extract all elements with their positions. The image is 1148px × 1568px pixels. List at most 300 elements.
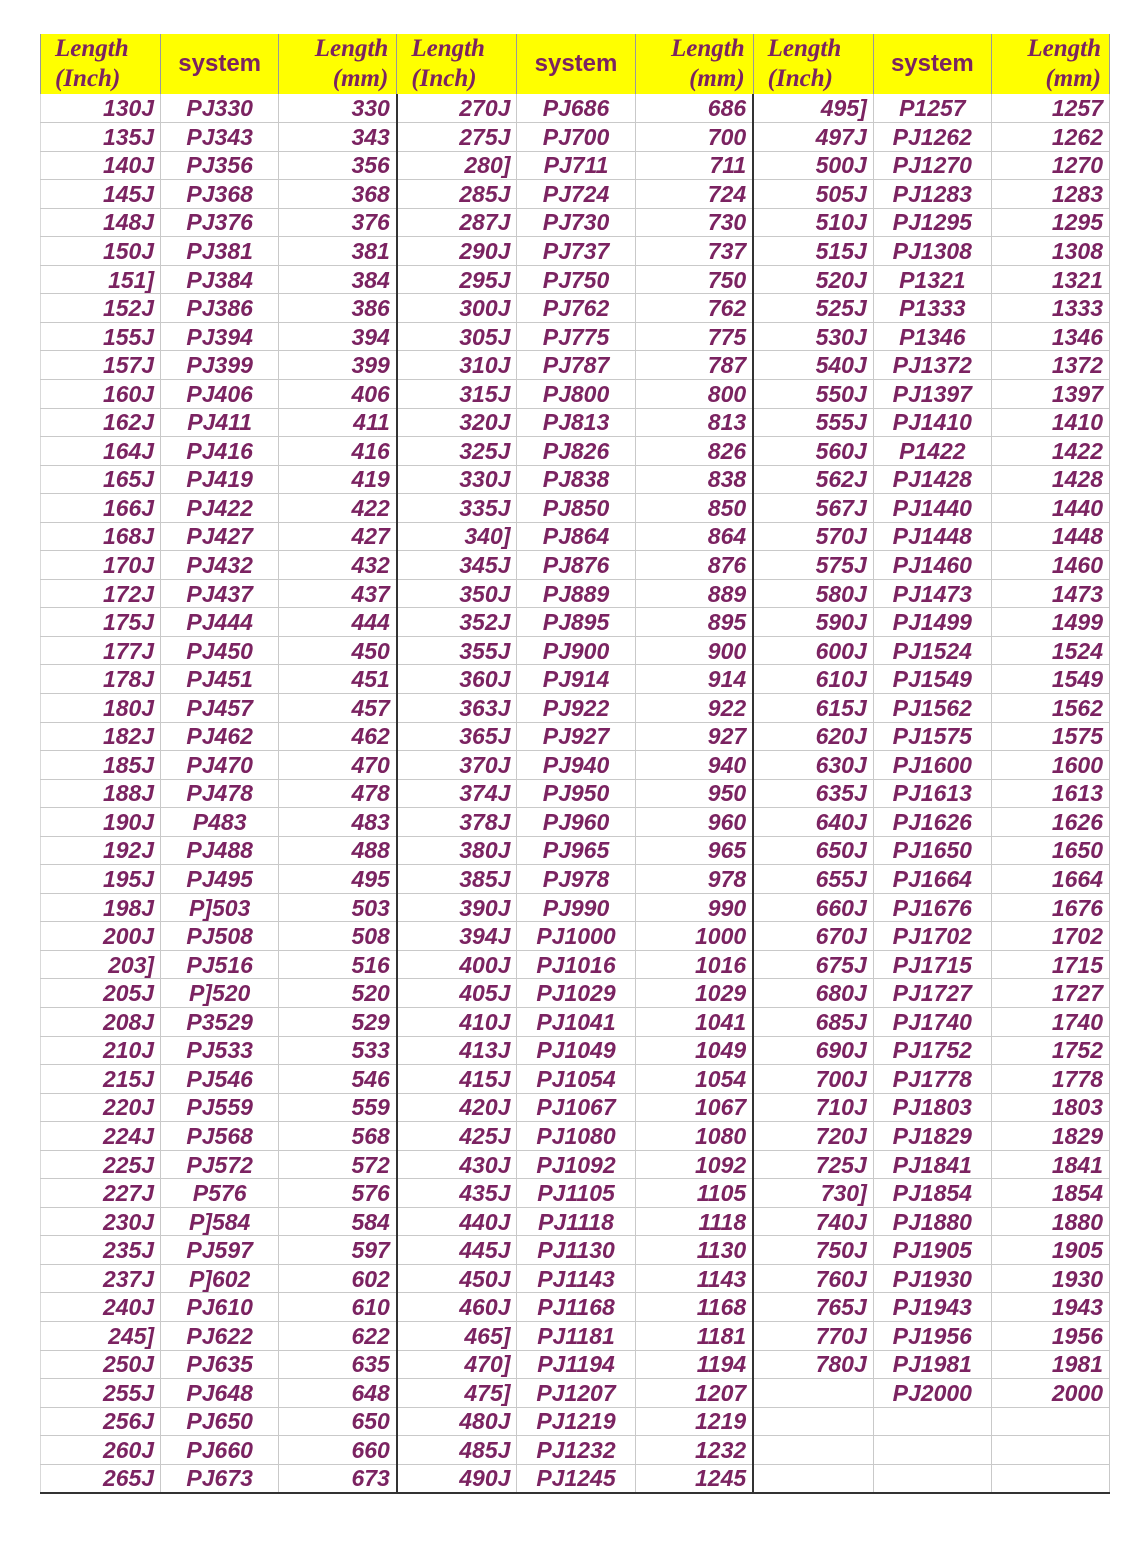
- length-inch-cell: 570J: [753, 522, 873, 551]
- system-cell: PJ597: [161, 1236, 279, 1265]
- length-mm-cell: 470: [279, 751, 397, 780]
- length-mm-cell: 422: [279, 494, 397, 523]
- length-inch-cell: 485J: [397, 1436, 517, 1465]
- system-cell: PJ610: [161, 1293, 279, 1322]
- system-cell: PJ800: [517, 379, 635, 408]
- length-inch-cell: 374J: [397, 779, 517, 808]
- length-inch-cell: 710J: [753, 1093, 873, 1122]
- system-cell: PJ648: [161, 1379, 279, 1408]
- length-mm-cell: 1029: [635, 979, 753, 1008]
- length-inch-cell: 240J: [41, 1293, 161, 1322]
- length-inch-cell: 615J: [753, 693, 873, 722]
- length-mm-cell: 520: [279, 979, 397, 1008]
- length-inch-cell: 255J: [41, 1379, 161, 1408]
- length-mm-cell: 1549: [991, 665, 1109, 694]
- system-cell: PJ1448: [873, 522, 991, 551]
- length-mm-cell: 368: [279, 180, 397, 209]
- length-inch-cell: 550J: [753, 379, 873, 408]
- table-row: [41, 237, 1110, 266]
- length-inch-cell: 640J: [753, 808, 873, 837]
- length-inch-cell: 540J: [753, 351, 873, 380]
- header-length-inch: Length (Inch): [397, 34, 517, 94]
- length-inch-cell: 345J: [397, 551, 517, 580]
- length-mm-cell: 1981: [991, 1350, 1109, 1379]
- table-row: [41, 522, 1110, 551]
- system-cell: PJ762: [517, 294, 635, 323]
- system-cell: PJ1105: [517, 1179, 635, 1208]
- length-mm-cell: 495: [279, 865, 397, 894]
- length-inch-cell: 720J: [753, 1122, 873, 1151]
- length-inch-cell: 172J: [41, 579, 161, 608]
- length-mm-cell: 568: [279, 1122, 397, 1151]
- length-mm-cell: 864: [635, 522, 753, 551]
- length-inch-cell: 190J: [41, 808, 161, 837]
- system-cell: PJ850: [517, 494, 635, 523]
- length-mm-cell: 1930: [991, 1264, 1109, 1293]
- length-mm-cell: 1105: [635, 1179, 753, 1208]
- system-cell: PJ978: [517, 865, 635, 894]
- system-cell: PJ330: [161, 94, 279, 123]
- system-cell: PJ673: [161, 1464, 279, 1493]
- system-cell: PJ399: [161, 351, 279, 380]
- length-mm-cell: 1232: [635, 1436, 753, 1465]
- system-cell: PJ1841: [873, 1150, 991, 1179]
- system-cell: PJ1245: [517, 1464, 635, 1493]
- header-length-mm: Length (mm): [279, 34, 397, 94]
- system-cell: PJ686: [517, 94, 635, 123]
- length-mm-cell: 610: [279, 1293, 397, 1322]
- length-inch-cell: 400J: [397, 950, 517, 979]
- length-inch-cell: 188J: [41, 779, 161, 808]
- length-mm-cell: 1422: [991, 437, 1109, 466]
- length-inch-cell: 385J: [397, 865, 517, 894]
- length-inch-cell: 740J: [753, 1207, 873, 1236]
- table-row: [41, 208, 1110, 237]
- system-cell: PJ1067: [517, 1093, 635, 1122]
- length-mm-cell: 927: [635, 722, 753, 751]
- length-mm-cell: 1308: [991, 237, 1109, 266]
- system-cell: PJ1803: [873, 1093, 991, 1122]
- length-mm-cell: 376: [279, 208, 397, 237]
- length-inch-cell: 650J: [753, 836, 873, 865]
- length-mm-cell: 602: [279, 1264, 397, 1293]
- table-row: [41, 294, 1110, 323]
- length-inch-cell: 320J: [397, 408, 517, 437]
- length-inch-cell: 495]: [753, 94, 873, 123]
- length-mm-cell: 1664: [991, 865, 1109, 894]
- system-cell: PJ488: [161, 836, 279, 865]
- length-mm-cell: 950: [635, 779, 753, 808]
- length-mm-cell: 384: [279, 265, 397, 294]
- table-row: [41, 608, 1110, 637]
- length-inch-cell: 285J: [397, 180, 517, 209]
- length-mm-cell: 1752: [991, 1036, 1109, 1065]
- length-inch-cell: 256J: [41, 1407, 161, 1436]
- length-inch-cell: 280]: [397, 151, 517, 180]
- length-inch-cell: 510J: [753, 208, 873, 237]
- length-mm-cell: 730: [635, 208, 753, 237]
- length-mm-cell: 411: [279, 408, 397, 437]
- system-cell: PJ1981: [873, 1350, 991, 1379]
- length-mm-cell: 1092: [635, 1150, 753, 1179]
- system-cell: PJ622: [161, 1322, 279, 1351]
- table-row: [41, 808, 1110, 837]
- table-row: [41, 693, 1110, 722]
- table-row: [41, 865, 1110, 894]
- system-cell: PJ1194: [517, 1350, 635, 1379]
- length-inch-cell: 420J: [397, 1093, 517, 1122]
- length-inch-cell: [753, 1436, 873, 1465]
- length-inch-cell: 378J: [397, 808, 517, 837]
- length-inch-cell: 363J: [397, 693, 517, 722]
- system-cell: PJ356: [161, 151, 279, 180]
- length-inch-cell: 350J: [397, 579, 517, 608]
- system-cell: PJ1854: [873, 1179, 991, 1208]
- length-inch-cell: 413J: [397, 1036, 517, 1065]
- length-inch-cell: 215J: [41, 1065, 161, 1094]
- system-cell: PJ895: [517, 608, 635, 637]
- system-cell: PJ2000: [873, 1379, 991, 1408]
- length-mm-cell: 838: [635, 465, 753, 494]
- length-mm-cell: 1054: [635, 1065, 753, 1094]
- system-cell: PJ927: [517, 722, 635, 751]
- system-cell: PJ381: [161, 237, 279, 266]
- length-mm-cell: 450: [279, 636, 397, 665]
- table-row: [41, 379, 1110, 408]
- system-cell: PJ1080: [517, 1122, 635, 1151]
- length-mm-cell: 427: [279, 522, 397, 551]
- table-row: [41, 551, 1110, 580]
- length-inch-cell: 465]: [397, 1322, 517, 1351]
- table-row: [41, 1179, 1110, 1208]
- header-length-inch: Length (Inch): [753, 34, 873, 94]
- system-cell: PJ1943: [873, 1293, 991, 1322]
- length-mm-cell: 940: [635, 751, 753, 780]
- length-mm-cell: 1181: [635, 1322, 753, 1351]
- system-cell: PJ1829: [873, 1122, 991, 1151]
- length-inch-cell: 750J: [753, 1236, 873, 1265]
- system-cell: PJ1118: [517, 1207, 635, 1236]
- system-cell: PJ1930: [873, 1264, 991, 1293]
- length-mm-cell: 965: [635, 836, 753, 865]
- length-inch-cell: 210J: [41, 1036, 161, 1065]
- length-mm-cell: 1168: [635, 1293, 753, 1322]
- length-mm-cell: 673: [279, 1464, 397, 1493]
- length-inch-cell: 365J: [397, 722, 517, 751]
- length-mm-cell: [991, 1464, 1109, 1493]
- length-mm-cell: 876: [635, 551, 753, 580]
- system-cell: PJ826: [517, 437, 635, 466]
- length-mm-cell: 826: [635, 437, 753, 466]
- length-inch-cell: 185J: [41, 751, 161, 780]
- system-cell: PJ559: [161, 1093, 279, 1122]
- system-cell: PJ1752: [873, 1036, 991, 1065]
- length-mm-cell: 478: [279, 779, 397, 808]
- length-inch-cell: 305J: [397, 322, 517, 351]
- system-cell: PJ1397: [873, 379, 991, 408]
- length-mm-cell: 444: [279, 608, 397, 637]
- length-inch-cell: 182J: [41, 722, 161, 751]
- length-inch-cell: 780J: [753, 1350, 873, 1379]
- length-inch-cell: 520J: [753, 265, 873, 294]
- length-inch-cell: 497J: [753, 123, 873, 152]
- length-inch-cell: 660J: [753, 893, 873, 922]
- length-inch-cell: 157J: [41, 351, 161, 380]
- length-mm-cell: 1943: [991, 1293, 1109, 1322]
- system-cell: PJ432: [161, 551, 279, 580]
- length-inch-cell: 555J: [753, 408, 873, 437]
- length-mm-cell: 399: [279, 351, 397, 380]
- system-cell: PJ516: [161, 950, 279, 979]
- length-inch-cell: 220J: [41, 1093, 161, 1122]
- system-cell: PJ1143: [517, 1264, 635, 1293]
- table-row: [41, 94, 1110, 123]
- length-mm-cell: 686: [635, 94, 753, 123]
- system-cell: PJ470: [161, 751, 279, 780]
- table-row: [41, 1122, 1110, 1151]
- length-mm-cell: 914: [635, 665, 753, 694]
- table-row: [41, 151, 1110, 180]
- system-cell: PJ1600: [873, 751, 991, 780]
- length-inch-cell: 205J: [41, 979, 161, 1008]
- system-cell: PJ376: [161, 208, 279, 237]
- system-cell: PJ1880: [873, 1207, 991, 1236]
- system-cell: P1321: [873, 265, 991, 294]
- length-inch-cell: 620J: [753, 722, 873, 751]
- length-mm-cell: 576: [279, 1179, 397, 1208]
- system-cell: PJ1778: [873, 1065, 991, 1094]
- system-cell: PJ750: [517, 265, 635, 294]
- length-inch-cell: 600J: [753, 636, 873, 665]
- length-mm-cell: 488: [279, 836, 397, 865]
- length-mm-cell: 650: [279, 1407, 397, 1436]
- system-cell: PJ950: [517, 779, 635, 808]
- length-mm-cell: 1778: [991, 1065, 1109, 1094]
- length-inch-cell: 450J: [397, 1264, 517, 1293]
- length-inch-cell: 287J: [397, 208, 517, 237]
- length-inch-cell: 150J: [41, 237, 161, 266]
- system-cell: P1333: [873, 294, 991, 323]
- table-row: [41, 665, 1110, 694]
- length-mm-cell: 432: [279, 551, 397, 580]
- system-cell: PJ572: [161, 1150, 279, 1179]
- length-mm-cell: 800: [635, 379, 753, 408]
- system-cell: PJ495: [161, 865, 279, 894]
- length-inch-cell: 166J: [41, 494, 161, 523]
- length-mm-cell: 1194: [635, 1350, 753, 1379]
- system-cell: P]503: [161, 893, 279, 922]
- length-mm-cell: 1440: [991, 494, 1109, 523]
- length-mm-cell: 724: [635, 180, 753, 209]
- table-body: [41, 94, 1110, 1493]
- length-inch-cell: 225J: [41, 1150, 161, 1179]
- length-inch-cell: 265J: [41, 1464, 161, 1493]
- length-mm-cell: 1740: [991, 1008, 1109, 1037]
- system-cell: PJ813: [517, 408, 635, 437]
- system-cell: PJ394: [161, 322, 279, 351]
- length-mm-cell: 622: [279, 1322, 397, 1351]
- length-inch-cell: 160J: [41, 379, 161, 408]
- length-inch-cell: 245]: [41, 1322, 161, 1351]
- system-cell: PJ1524: [873, 636, 991, 665]
- length-inch-cell: 567J: [753, 494, 873, 523]
- system-cell: PJ508: [161, 922, 279, 951]
- system-cell: PJ1168: [517, 1293, 635, 1322]
- length-mm-cell: 1372: [991, 351, 1109, 380]
- system-cell: PJ1549: [873, 665, 991, 694]
- length-inch-cell: 460J: [397, 1293, 517, 1322]
- system-cell: PJ368: [161, 180, 279, 209]
- length-mm-cell: 1499: [991, 608, 1109, 637]
- length-mm-cell: 1428: [991, 465, 1109, 494]
- system-cell: P1422: [873, 437, 991, 466]
- belt-size-table: [40, 34, 1110, 1494]
- table-row: [41, 180, 1110, 209]
- length-inch-cell: 310J: [397, 351, 517, 380]
- system-cell: PJ427: [161, 522, 279, 551]
- length-mm-cell: 1905: [991, 1236, 1109, 1265]
- system-cell: PJ419: [161, 465, 279, 494]
- header-length-inch: Length (Inch): [41, 34, 161, 94]
- length-mm-cell: 1295: [991, 208, 1109, 237]
- length-mm-cell: 330: [279, 94, 397, 123]
- length-mm-cell: 1410: [991, 408, 1109, 437]
- length-mm-cell: 787: [635, 351, 753, 380]
- length-inch-cell: 200J: [41, 922, 161, 951]
- length-inch-cell: 237J: [41, 1264, 161, 1293]
- length-inch-cell: 224J: [41, 1122, 161, 1151]
- length-mm-cell: 762: [635, 294, 753, 323]
- length-inch-cell: 135J: [41, 123, 161, 152]
- length-inch-cell: 394J: [397, 922, 517, 951]
- length-inch-cell: 260J: [41, 1436, 161, 1465]
- table-row: [41, 1264, 1110, 1293]
- length-inch-cell: 480J: [397, 1407, 517, 1436]
- system-cell: PJ546: [161, 1065, 279, 1094]
- length-mm-cell: 1880: [991, 1207, 1109, 1236]
- system-cell: PJ1460: [873, 551, 991, 580]
- length-mm-cell: 2000: [991, 1379, 1109, 1408]
- length-inch-cell: 685J: [753, 1008, 873, 1037]
- system-cell: PJ711: [517, 151, 635, 180]
- length-inch-cell: 170J: [41, 551, 161, 580]
- table-row: [41, 1407, 1110, 1436]
- length-mm-cell: 451: [279, 665, 397, 694]
- length-mm-cell: 1715: [991, 950, 1109, 979]
- system-cell: PJ343: [161, 123, 279, 152]
- length-mm-cell: 1613: [991, 779, 1109, 808]
- system-cell: PJ1905: [873, 1236, 991, 1265]
- table-row: [41, 1379, 1110, 1408]
- length-mm-cell: 1333: [991, 294, 1109, 323]
- length-inch-cell: 410J: [397, 1008, 517, 1037]
- system-cell: P1257: [873, 94, 991, 123]
- length-inch-cell: 227J: [41, 1179, 161, 1208]
- length-inch-cell: 655J: [753, 865, 873, 894]
- length-mm-cell: 406: [279, 379, 397, 408]
- system-cell: PJ462: [161, 722, 279, 751]
- table-row: [41, 1036, 1110, 1065]
- length-mm-cell: 1283: [991, 180, 1109, 209]
- length-inch-cell: 360J: [397, 665, 517, 694]
- length-mm-cell: 1473: [991, 579, 1109, 608]
- length-inch-cell: 370J: [397, 751, 517, 780]
- length-mm-cell: 813: [635, 408, 753, 437]
- length-inch-cell: 505J: [753, 180, 873, 209]
- length-inch-cell: 435J: [397, 1179, 517, 1208]
- length-inch-cell: 475]: [397, 1379, 517, 1408]
- length-mm-cell: 1245: [635, 1464, 753, 1493]
- length-mm-cell: 1067: [635, 1093, 753, 1122]
- table-row: [41, 1322, 1110, 1351]
- table-row: [41, 893, 1110, 922]
- system-cell: PJ876: [517, 551, 635, 580]
- system-cell: PJ1473: [873, 579, 991, 608]
- system-cell: PJ914: [517, 665, 635, 694]
- system-cell: PJ900: [517, 636, 635, 665]
- length-mm-cell: 1803: [991, 1093, 1109, 1122]
- length-mm-cell: 1650: [991, 836, 1109, 865]
- system-cell: PJ940: [517, 751, 635, 780]
- table-row: [41, 950, 1110, 979]
- system-cell: PJ1562: [873, 693, 991, 722]
- length-mm-cell: 895: [635, 608, 753, 637]
- length-mm-cell: 356: [279, 151, 397, 180]
- system-cell: [873, 1436, 991, 1465]
- system-cell: P576: [161, 1179, 279, 1208]
- length-mm-cell: 1130: [635, 1236, 753, 1265]
- length-inch-cell: 155J: [41, 322, 161, 351]
- length-inch-cell: 562J: [753, 465, 873, 494]
- table-row: [41, 922, 1110, 951]
- system-cell: PJ1650: [873, 836, 991, 865]
- system-cell: PJ411: [161, 408, 279, 437]
- system-cell: PJ1000: [517, 922, 635, 951]
- length-inch-cell: 300J: [397, 294, 517, 323]
- system-cell: PJ1049: [517, 1036, 635, 1065]
- length-mm-cell: 1575: [991, 722, 1109, 751]
- system-cell: PJ1428: [873, 465, 991, 494]
- length-inch-cell: 635J: [753, 779, 873, 808]
- system-cell: PJ1727: [873, 979, 991, 1008]
- system-cell: PJ386: [161, 294, 279, 323]
- system-cell: PJ730: [517, 208, 635, 237]
- system-cell: PJ1308: [873, 237, 991, 266]
- table-row: [41, 979, 1110, 1008]
- system-cell: PJ533: [161, 1036, 279, 1065]
- length-inch-cell: 770J: [753, 1322, 873, 1351]
- system-cell: P3529: [161, 1008, 279, 1037]
- length-mm-cell: 1346: [991, 322, 1109, 351]
- system-cell: PJ922: [517, 693, 635, 722]
- length-mm-cell: 437: [279, 579, 397, 608]
- length-mm-cell: 416: [279, 437, 397, 466]
- length-mm-cell: 572: [279, 1150, 397, 1179]
- system-cell: PJ1676: [873, 893, 991, 922]
- system-cell: PJ457: [161, 693, 279, 722]
- length-inch-cell: 165J: [41, 465, 161, 494]
- length-mm-cell: 1397: [991, 379, 1109, 408]
- system-cell: PJ1956: [873, 1322, 991, 1351]
- table-row: [41, 1293, 1110, 1322]
- system-cell: PJ1232: [517, 1436, 635, 1465]
- table-row: [41, 836, 1110, 865]
- length-inch-cell: 560J: [753, 437, 873, 466]
- length-mm-cell: 750: [635, 265, 753, 294]
- length-mm-cell: 546: [279, 1065, 397, 1094]
- length-mm-cell: 1080: [635, 1122, 753, 1151]
- system-cell: PJ1270: [873, 151, 991, 180]
